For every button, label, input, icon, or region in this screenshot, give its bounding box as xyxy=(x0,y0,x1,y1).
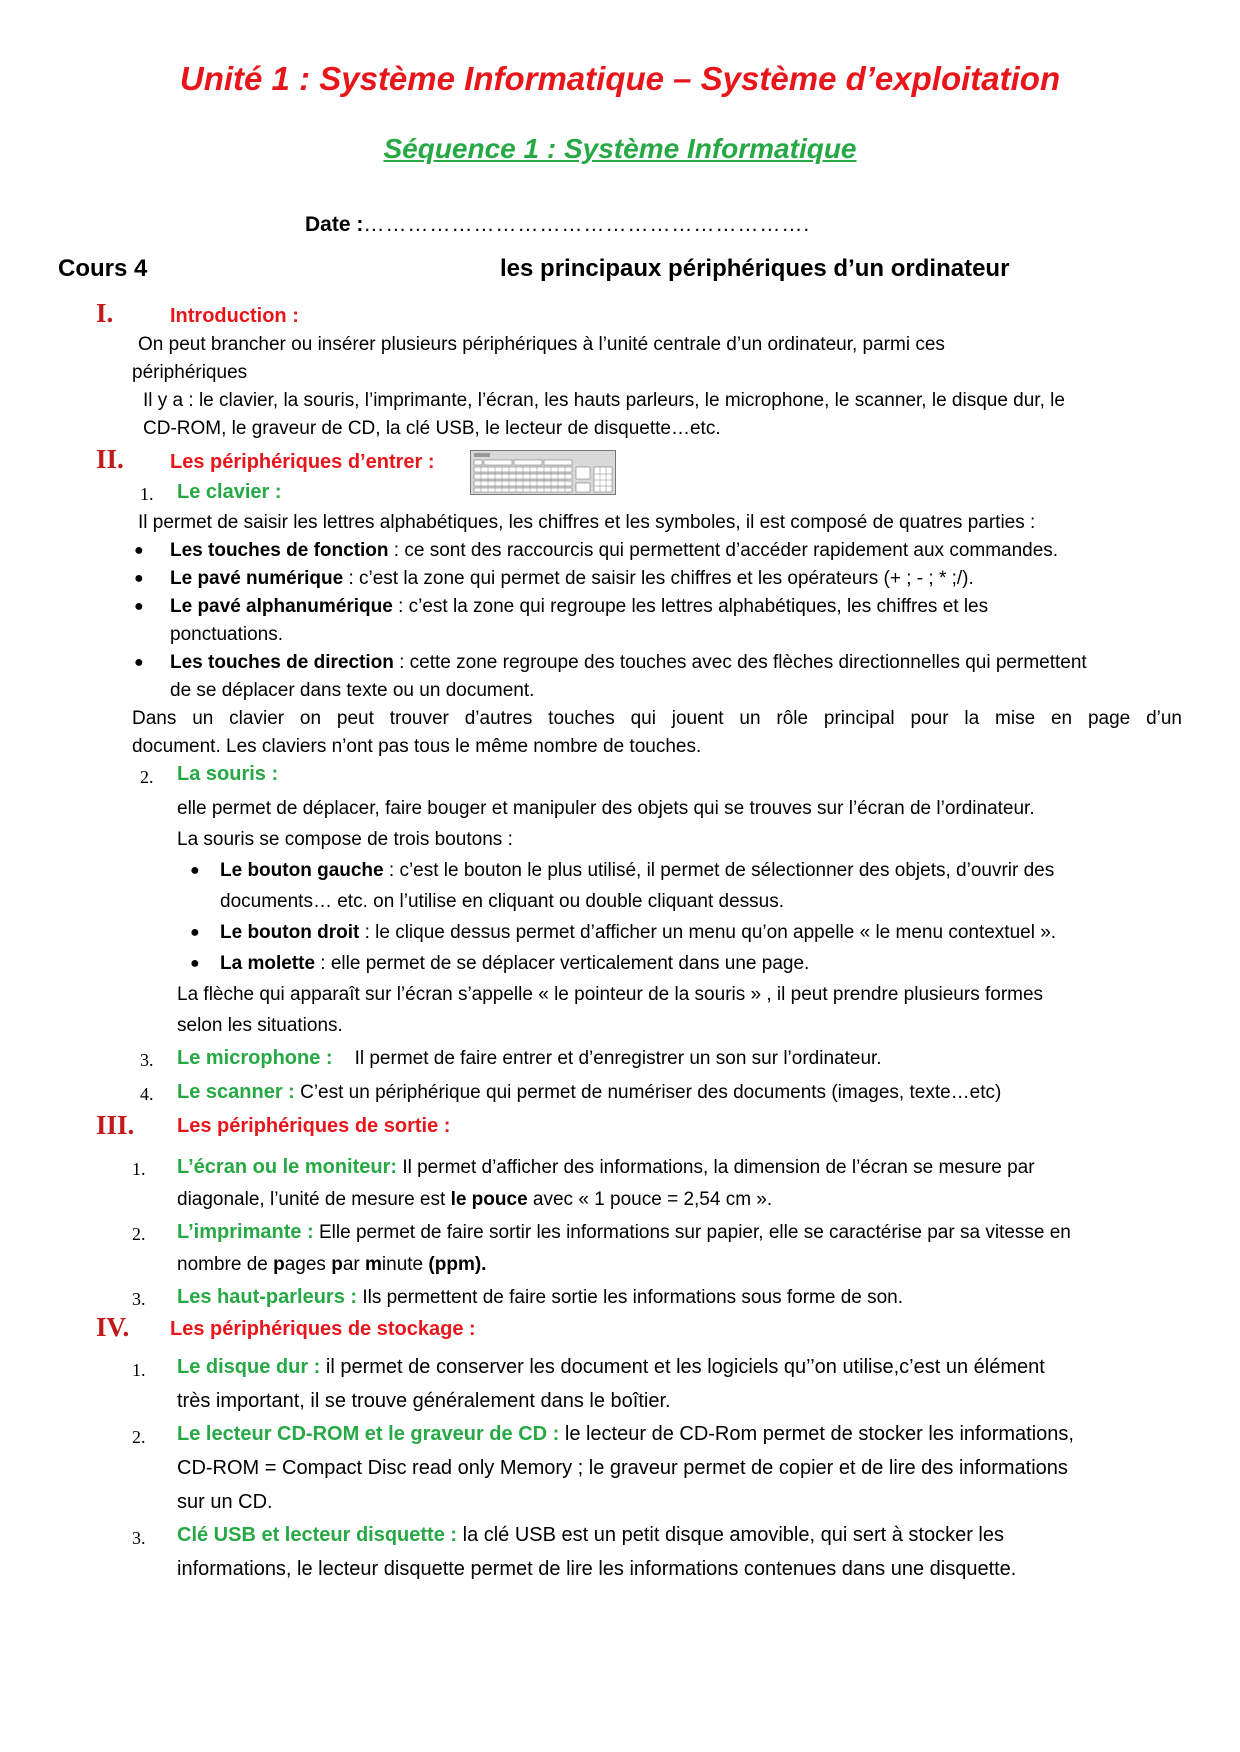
bullet-icon: ● xyxy=(190,862,200,879)
unit-title: Unité 1 : Système Informatique – Système d’exploitation xyxy=(179,60,1061,97)
clavier-paragraph-line-1: Dans un clavier on peut trouver d’autres touches qui jouent un rôle principal pour la mise en page d’un xyxy=(132,708,1182,729)
disque-title: Le disque dur : xyxy=(177,1356,321,1378)
haut-parleurs-title: Les haut-parleurs : xyxy=(177,1286,358,1308)
disque-number: 1. xyxy=(132,1360,146,1380)
section-numeral-4: IV. xyxy=(96,1312,130,1342)
bullet-touches-direction-cont: de se déplacer dans texte ou un document. xyxy=(170,680,535,701)
bullet-pave-alphanumerique-cont: ponctuations. xyxy=(170,624,284,645)
bullet-bouton-droit: Le bouton droit : le clique dessus permet d’afficher un menu qu’on appelle « le menu contextuel ». xyxy=(220,922,1057,943)
cdrom-title: Le lecteur CD-ROM et le graveur de CD : xyxy=(177,1423,560,1445)
bullet-bouton-gauche-cont: documents… etc. on l’utilise en cliquant ou double cliquant dessus. xyxy=(220,891,785,912)
imprimante-line-2: nombre de pages par minute (ppm). xyxy=(177,1254,487,1275)
cdrom-number: 2. xyxy=(132,1427,146,1447)
imprimante-number: 2. xyxy=(132,1224,146,1244)
bullet-pave-numerique: Le pavé numérique : c’est la zone qui permet de saisir les chiffres et les opérateurs (+ ; - ; * ;/). xyxy=(170,568,974,589)
bullet-touches-fonction: Les touches de fonction : ce sont des raccourcis qui permettent d’accéder rapidement aux commandes. xyxy=(170,540,1059,561)
scanner-title: Le scanner : xyxy=(177,1081,295,1103)
date-dots: ……………………………………………………. xyxy=(363,213,811,236)
keyboard-image xyxy=(470,450,616,495)
cours-number: Cours 4 xyxy=(58,255,148,282)
souris-description-1: elle permet de déplacer, faire bouger et manipuler des objets qui se trouves sur l’écran de l’ordinateur. xyxy=(177,798,1035,819)
bullet-bouton-gauche: Le bouton gauche : c’est le bouton le plus utilisé, il permet de sélectionner des objets, d’ouvrir des xyxy=(220,860,1055,881)
section-title-sortie: Les périphériques de sortie : xyxy=(177,1115,451,1137)
microphone-title: Le microphone : xyxy=(177,1047,333,1069)
date-label: Date : xyxy=(305,213,364,236)
imprimante-line-1: L’imprimante : Elle permet de faire sortir les informations sur papier, elle se caractérise par sa vitesse en xyxy=(177,1221,1071,1243)
clavier-paragraph-line-2: document. Les claviers n’ont pas tous le même nombre de touches. xyxy=(132,736,702,757)
section-numeral-1: I. xyxy=(96,298,114,328)
section-numeral-2: II. xyxy=(96,444,124,474)
usb-title: Clé USB et lecteur disquette : xyxy=(177,1524,458,1546)
sequence-title: Séquence 1 : Système Informatique xyxy=(383,133,857,164)
haut-parleurs-number: 3. xyxy=(132,1289,146,1309)
bullet-icon: ● xyxy=(134,598,144,615)
clavier-description: Il permet de saisir les lettres alphabétiques, les chiffres et les symboles, il est composé de quatres parties : xyxy=(138,512,1036,533)
date-line xyxy=(305,213,810,237)
scanner-line: Le scanner : C’est un périphérique qui permet de numériser des documents (images, texte…etc) xyxy=(177,1081,1002,1103)
souris-title: La souris : xyxy=(177,763,279,785)
bullet-icon: ● xyxy=(134,542,144,559)
souris-description-2: La souris se compose de trois boutons : xyxy=(177,829,513,850)
microphone-line: Le microphone : Il permet de faire entrer et d’enregistrer un son sur l’ordinateur. xyxy=(177,1047,882,1069)
souris-paragraph-line-1: La flèche qui apparaît sur l’écran s’appelle « le pointeur de la souris » , il peut prendre plusieurs formes xyxy=(177,984,1044,1005)
cdrom-line-3: sur un CD. xyxy=(177,1491,273,1513)
section-title-stockage: Les périphériques de stockage : xyxy=(170,1318,476,1340)
bullet-icon: ● xyxy=(190,955,200,972)
cdrom-line-2: CD-ROM = Compact Disc read only Memory ; le graveur permet de copier et de lire des informations xyxy=(177,1457,1068,1479)
cours-title: les principaux périphériques d’un ordinateur xyxy=(500,255,1010,282)
scanner-number: 4. xyxy=(140,1084,154,1104)
disque-line-2: très important, il se trouve généralement dans le boîtier. xyxy=(177,1390,671,1412)
ecran-line-1: L’écran ou le moniteur: Il permet d’afficher des informations, la dimension de l’écran se mesure par xyxy=(177,1156,1035,1178)
cdrom-line-1: Le lecteur CD-ROM et le graveur de CD : le lecteur de CD-Rom permet de stocker les informations, xyxy=(177,1423,1074,1445)
bullet-icon: ● xyxy=(134,570,144,587)
bullet-icon: ● xyxy=(134,654,144,671)
bullet-touches-direction: Les touches de direction : cette zone regroupe des touches avec des flèches directionnelles qui permettent xyxy=(170,652,1087,673)
microphone-number: 3. xyxy=(140,1050,154,1070)
clavier-title: Le clavier : xyxy=(177,481,282,503)
usb-line-2: informations, le lecteur disquette permet de lire les informations contenues dans une disquette. xyxy=(177,1558,1017,1580)
section-title-entree: Les périphériques d’entrer : xyxy=(170,451,435,473)
section-numeral-3: III. xyxy=(96,1110,135,1140)
souris-paragraph-line-2: selon les situations. xyxy=(177,1015,343,1036)
usb-number: 3. xyxy=(132,1528,146,1548)
bullet-icon: ● xyxy=(190,924,200,941)
clavier-number: 1. xyxy=(140,484,154,504)
bullet-molette: La molette : elle permet de se déplacer verticalement dans une page. xyxy=(220,953,810,974)
ecran-number: 1. xyxy=(132,1159,146,1179)
usb-line-1: Clé USB et lecteur disquette : la clé USB est un petit disque amovible, qui sert à stocker les xyxy=(177,1524,1004,1546)
ecran-line-2: diagonale, l’unité de mesure est le pouce avec « 1 pouce = 2,54 cm ». xyxy=(177,1189,773,1210)
section-title-introduction: Introduction : xyxy=(170,305,299,327)
intro-line-1: On peut brancher ou insérer plusieurs périphériques à l’unité centrale d’un ordinateur, parmi ces xyxy=(138,334,945,355)
souris-number: 2. xyxy=(140,767,154,787)
ecran-title: L’écran ou le moniteur: xyxy=(177,1156,398,1178)
haut-parleurs-line: Les haut-parleurs : Ils permettent de faire sortie les informations sous forme de son. xyxy=(177,1286,904,1308)
intro-line-2: périphériques xyxy=(132,362,248,383)
imprimante-title: L’imprimante : xyxy=(177,1221,314,1243)
bullet-pave-alphanumerique: Le pavé alphanumérique : c’est la zone qui regroupe les lettres alphabétiques, les chiffres et les xyxy=(170,596,989,617)
intro-line-4: CD-ROM, le graveur de CD, la clé USB, le lecteur de disquette…etc. xyxy=(143,418,721,439)
intro-line-3: Il y a : le clavier, la souris, l’imprimante, l’écran, les hauts parleurs, le microphone, le scanner, le disque dur, le xyxy=(143,390,1065,411)
disque-line-1: Le disque dur : il permet de conserver les document et les logiciels qu’’on utilise,c’est un élément xyxy=(177,1356,1045,1378)
